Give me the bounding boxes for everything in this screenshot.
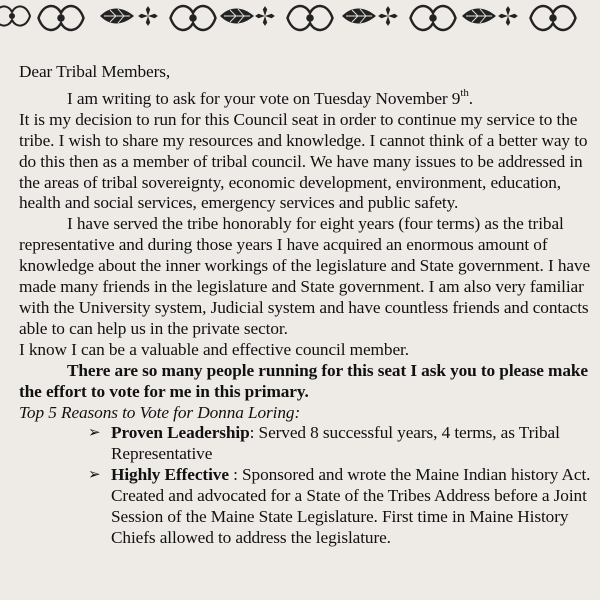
ordinal-suffix: th xyxy=(460,87,469,100)
paragraph-2: It is my decision to run for this Council seat in order to continue my service to the tribe. I wish to share my resources and knowledge. I cannot think of a better way to do this then as a member of tribal council. We have many issues to be addressed in the areas of tribal sovereignty, economic development, environment, education, health and social services, emergency services and public safety. xyxy=(19,109,588,213)
paragraph-4: I know I can be a valuable and effective council member. xyxy=(19,339,409,359)
leaf-ornament-3 xyxy=(342,9,376,24)
ribbon-ornament-6 xyxy=(531,6,576,30)
paragraph-1 xyxy=(19,89,594,110)
leaf-ornament-2 xyxy=(220,9,254,24)
ribbon-ornament-3 xyxy=(171,6,216,30)
appeal-paragraph: There are so many people running for this seat I ask you to please make the effort to vote for me in this primary. xyxy=(19,360,588,401)
arrow-bullet-icon: ➢ xyxy=(88,425,101,442)
ribbon-ornament-5 xyxy=(411,6,456,30)
reasons-list xyxy=(19,423,594,548)
reason-item xyxy=(88,423,594,465)
cross-ornament-2 xyxy=(255,6,275,26)
arrow-bullet-icon: ➢ xyxy=(88,467,101,484)
ribbon-ornament-2 xyxy=(39,6,84,30)
paragraph-1-end: . xyxy=(468,88,473,108)
reasons-heading: Top 5 Reasons to Vote for Donna Loring: xyxy=(19,402,301,422)
reason-title: Proven Leadership xyxy=(111,423,250,443)
cross-ornament-3 xyxy=(378,6,398,26)
decorative-border xyxy=(0,0,600,32)
leaf-ornament-1 xyxy=(100,9,134,24)
paragraph-3: I have served the tribe honorably for eight years (four terms) as the tribal representative and during those years I have acquired an enormous amount of knowledge about the inner workings of the legislature and State government. I have made many friends in the legislature and State government. I am also very familiar with the University system, Judicial system and have countless friends and contacts able to can help us in the private sector. xyxy=(19,214,591,338)
paragraph-1-text: I am writing to ask for your vote on Tuesday November 9 xyxy=(67,88,461,108)
ribbon-ornament-4 xyxy=(288,6,333,30)
letter-body xyxy=(19,62,594,549)
leaf-ornament-4 xyxy=(462,9,496,24)
salutation: Dear Tribal Members, xyxy=(19,62,171,81)
reason-item xyxy=(88,465,594,549)
cross-ornament-4 xyxy=(498,6,518,26)
reason-text: : Sponsored and wrote the Maine Indian history Act. Created and advocated for a State of the Tribes Address before a Joint Session of the Maine State Legislature. First time in Maine History Chiefs allowed to address the legislature. xyxy=(111,465,591,547)
reason-text: : Served 8 successful years, 4 terms, as Tribal Representative xyxy=(111,423,560,464)
cross-ornament-1 xyxy=(138,6,158,26)
ribbon-ornament-1 xyxy=(0,6,30,25)
reason-title: Highly Effective xyxy=(111,465,229,485)
